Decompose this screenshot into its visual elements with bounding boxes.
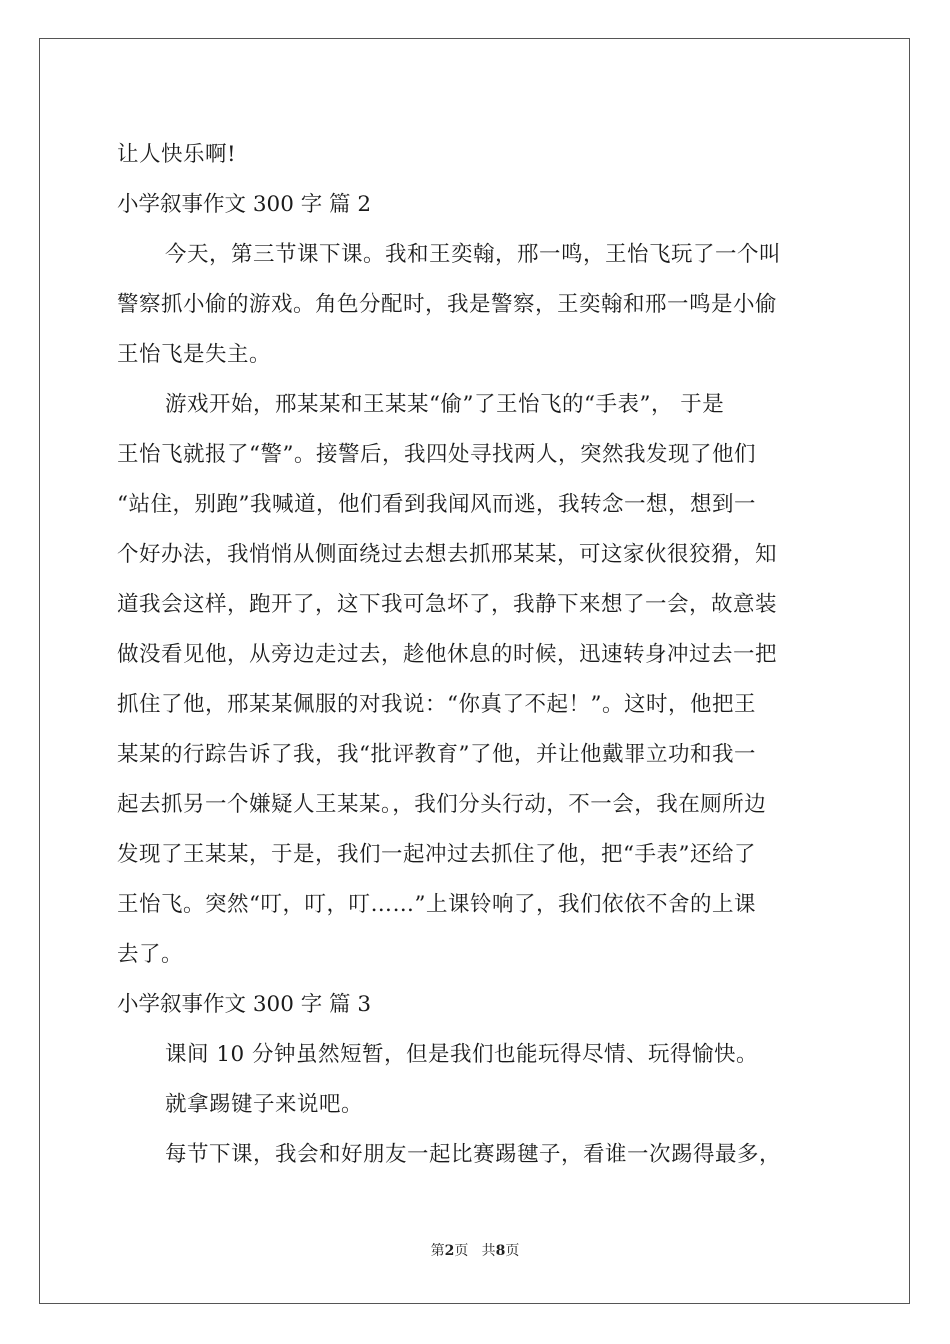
text-line: 警察抓小偷的游戏。角色分配时，我是警察，王奕翰和邢一鸣是小偷 — [117, 292, 778, 317]
text-line: 发现了王某某，于是，我们一起冲过去抓住了他，把“手表”还给了 — [117, 842, 756, 867]
page-footer — [0, 1240, 950, 1260]
text-line: 王怡飞是失主。 — [117, 342, 272, 367]
paragraph — [117, 380, 842, 980]
paragraph — [117, 1080, 842, 1130]
text-line: 去了。 — [117, 942, 184, 967]
paragraph — [117, 1130, 842, 1180]
section-heading: 小学叙事作文 300 字 篇 2 — [117, 192, 372, 217]
page-number: 2 — [444, 1243, 455, 1259]
total-suffix: 页 — [505, 1243, 520, 1259]
text-line: 今天，第三节课下课。我和王奕翰，邢一鸣，王怡飞玩了一个叫 — [165, 242, 782, 267]
text-line: 起去抓另一个嫌疑人王某某。，我们分头行动，不一会，我在厕所边 — [117, 792, 767, 817]
page-prefix: 第 — [430, 1243, 445, 1259]
text-line: 某某的行踪告诉了我，我“批评教育”了他，并让他戴罪立功和我一 — [117, 742, 756, 767]
text-line: 游戏开始，邢某某和王某某“偷”了王怡飞的“手表”， 于是 — [165, 392, 725, 417]
text-line: 让人快乐啊! — [117, 142, 237, 167]
page-suffix: 页 — [454, 1243, 469, 1259]
text-line: 就拿踢键子来说吧。 — [165, 1092, 364, 1117]
text-line: 抓住了他，邢某某佩服的对我说：“你真了不起！”。这时，他把王 — [117, 692, 756, 717]
text-line: 王怡飞。突然“叮，叮，叮……”上课铃响了，我们依依不舍的上课 — [117, 892, 756, 917]
paragraph — [117, 230, 842, 380]
document-body — [117, 130, 842, 1180]
text-line: 课间 10 分钟虽然短暂，但是我们也能玩得尽情、玩得愉快。 — [165, 1042, 759, 1067]
text-line: 王怡飞就报了“警”。接警后，我四处寻找两人，突然我发现了他们 — [117, 442, 756, 467]
total-pages: 8 — [495, 1243, 506, 1259]
text-line: 个好办法，我悄悄从侧面绕过去想去抓邢某某，可这家伙很狡猾，知 — [117, 542, 778, 567]
text-line: 每节下课，我会和好朋友一起比赛踢毽子，看谁一次踢得最多， — [165, 1142, 782, 1167]
section-heading: 小学叙事作文 300 字 篇 3 — [117, 992, 372, 1017]
text-line: 做没看见他，从旁边走过去，趁他休息的时候，迅速转身冲过去一把 — [117, 642, 778, 667]
text-line: 道我会这样，跑开了，这下我可急坏了，我静下来想了一会，故意装 — [117, 592, 778, 617]
paragraph — [117, 1030, 842, 1080]
total-prefix: 共 — [481, 1243, 496, 1259]
text-line: “站住，别跑”我喊道，他们看到我闻风而逃，我转念一想，想到一 — [117, 492, 756, 517]
